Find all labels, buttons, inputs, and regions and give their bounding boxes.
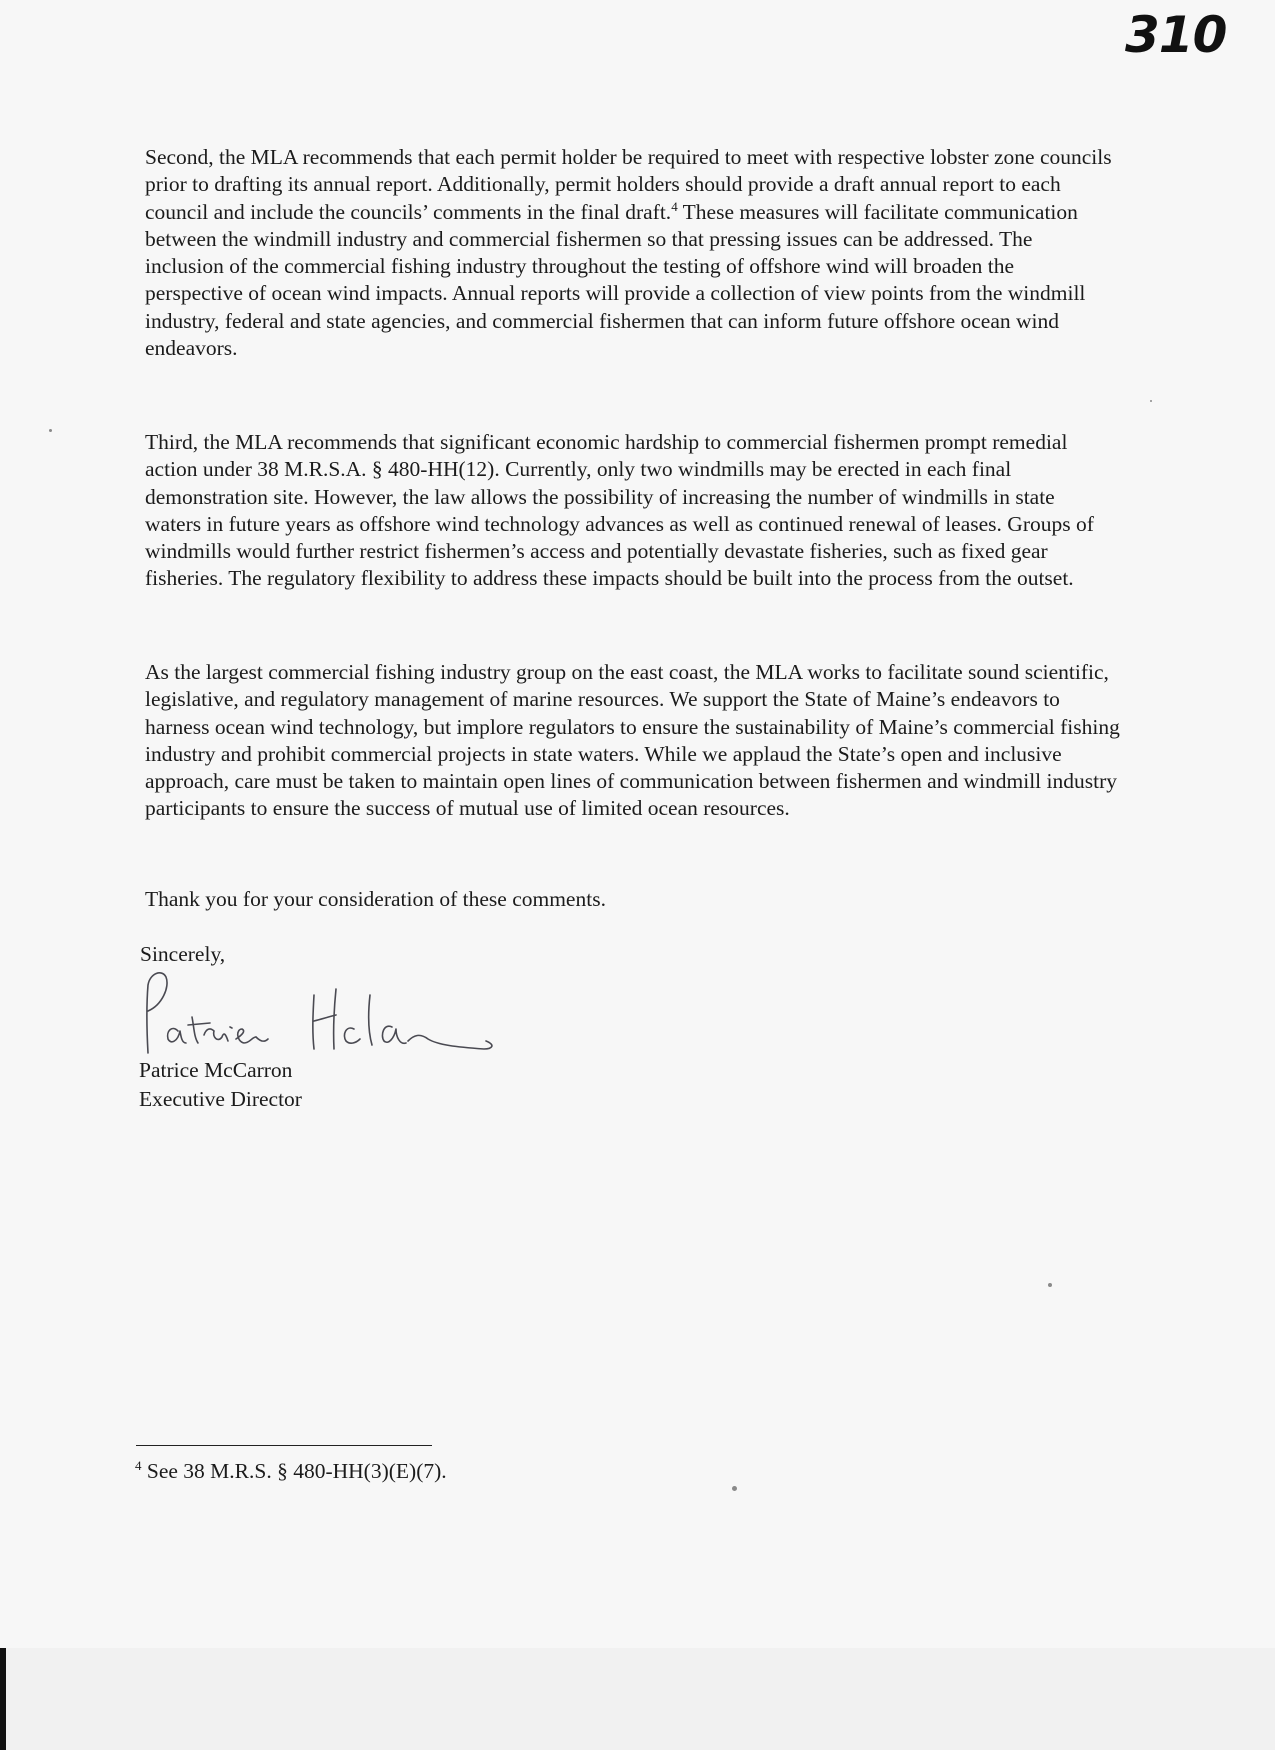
footnote <box>135 1459 447 1484</box>
scan-margin <box>0 1648 1275 1750</box>
scan-speck <box>49 429 52 432</box>
handwritten-page-number: 310 <box>1125 6 1227 64</box>
paragraph-text: These measures will facilitate communication between the windmill industry and commercial fishermen so that pressing issues can be addressed. The inclusion of the commercial fishing industry throughout the testing of offshore wind will broaden the perspective of ocean wind impacts. Annual reports will provide a collection of view points from the windmill industry, federal and state agencies, and commercial fishermen that can inform future offshore ocean wind endeavors. <box>145 199 1086 361</box>
paragraph-permit-holders <box>145 144 1115 362</box>
paragraph-economic-hardship: Third, the MLA recommends that significant economic hardship to commercial fishermen prompt remedial action under 38 M.R.S.A. § 480-HH(12). Currently, only two windmills may be erected in each final demonstration site. However, the law allows the possibility of increasing the number of windmills in state waters in future years as offshore wind technology advances as well as continued renewal of leases. Groups of windmills would further restrict fishermen’s access and potentially devastate fisheries, such as fixed gear fisheries. The regulatory flexibility to address these impacts should be built into the process from the outset. <box>145 430 1094 591</box>
footnote-reference: 4 <box>671 198 678 214</box>
scan-speck <box>1048 1283 1052 1287</box>
paragraph-text: Second, the MLA recommends that each permit holder be required to meet with respective lobster zone councils prior to drafting its annual report. Additionally, permit holders should provide a draft annual report to each council and include the councils’ comments in the final draft. <box>145 145 1112 224</box>
footnote-divider <box>136 1445 432 1446</box>
signatory-title: Executive Director <box>139 1087 302 1111</box>
letter-closing: Sincerely, <box>140 942 226 966</box>
paragraph-mla-mission: As the largest commercial fishing industry group on the east coast, the MLA works to facilitate sound scientific, legislative, and regulatory management of marine resources. We support the State of Maine’s endeavors to harness ocean wind technology, but implore regulators to ensure the sustainability of Maine’s commercial fishing industry and prohibit commercial projects in state waters. While we applaud the State’s open and inclusive approach, care must be taken to maintain open lines of communication between fishermen and windmill industry participants to ensure the success of mutual use of limited ocean resources. <box>145 660 1120 821</box>
paragraph-thank-you: Thank you for your consideration of these comments. <box>145 887 606 911</box>
scan-speck <box>1150 400 1152 402</box>
scan-speck <box>732 1486 737 1491</box>
footnote-text: See 38 M.R.S. § 480-HH(3)(E)(7). <box>141 1459 447 1483</box>
signatory-name: Patrice McCarron <box>139 1058 293 1082</box>
footnote-number: 4 <box>135 1457 142 1473</box>
scan-edge-mark <box>0 1648 6 1750</box>
handwritten-signature <box>138 965 538 1065</box>
